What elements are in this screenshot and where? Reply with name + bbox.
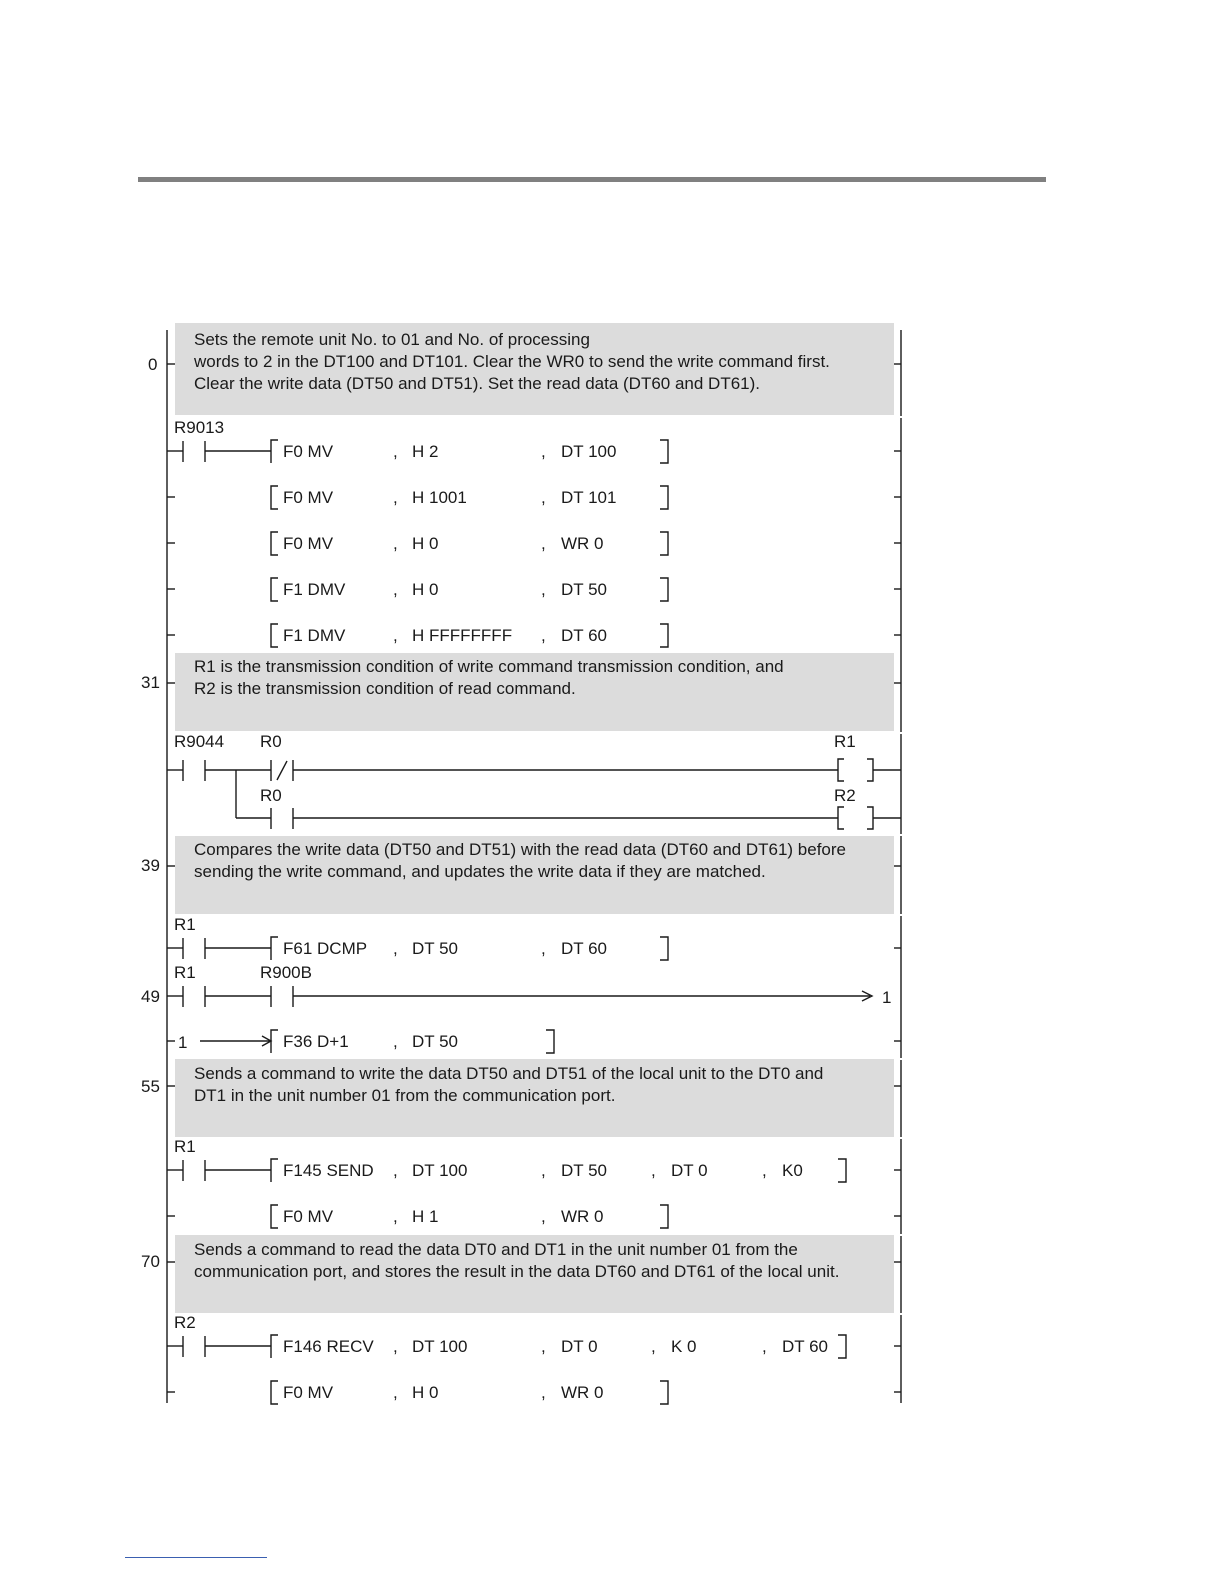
operand: H 0 xyxy=(412,580,439,599)
contact-label-r2: R2 xyxy=(174,1313,196,1332)
operand: DT 60 xyxy=(782,1337,828,1356)
contact-label-r9013: R9013 xyxy=(174,418,225,437)
operand: DT 100 xyxy=(412,1161,468,1180)
contact-label-r1: R1 xyxy=(174,963,196,982)
instruction-fn: F1 DMV xyxy=(283,580,346,599)
separator: , xyxy=(541,442,546,461)
step-number: 0 xyxy=(148,355,158,374)
separator: , xyxy=(541,488,546,507)
contact-label-r1: R1 xyxy=(174,915,196,934)
comment-text-70: Sends a command to read the data DT0 and DT1 in the unit number 01 from the communication port, and stores the result in the data DT60 and DT61 of the local unit. xyxy=(194,1240,840,1281)
step-number: 70 xyxy=(141,1252,160,1271)
branch-r0 xyxy=(236,770,838,829)
contact-label-r0-no: R0 xyxy=(260,786,282,805)
operand: K0 xyxy=(782,1161,803,1180)
operand: DT 100 xyxy=(412,1337,468,1356)
operand: DT 100 xyxy=(561,442,617,461)
jump-label-out: 1 xyxy=(882,988,892,1007)
separator: , xyxy=(541,1161,546,1180)
comment-text-31: R1 is the transmission condition of write command transmission condition, and R2 is the transmission condition of read command. xyxy=(194,657,784,698)
separator: , xyxy=(541,1207,546,1226)
operand: DT 50 xyxy=(561,580,607,599)
separator: , xyxy=(762,1161,767,1180)
separator: , xyxy=(762,1337,767,1356)
separator: , xyxy=(393,1383,398,1402)
separator: , xyxy=(393,626,398,645)
operand: WR 0 xyxy=(561,534,604,553)
operand: DT 50 xyxy=(561,1161,607,1180)
separator: , xyxy=(651,1337,656,1356)
step-number: 55 xyxy=(141,1077,160,1096)
contact-r2 xyxy=(167,1335,846,1404)
instruction-fn: F146 RECV xyxy=(283,1337,374,1356)
separator: , xyxy=(541,626,546,645)
coil-r2 xyxy=(838,807,901,829)
operand: H 2 xyxy=(412,442,439,461)
instruction-fn: F0 MV xyxy=(283,442,334,461)
step-number: 31 xyxy=(141,673,160,692)
operand: WR 0 xyxy=(561,1207,604,1226)
separator: , xyxy=(393,1337,398,1356)
contact-label-r9044: R9044 xyxy=(174,732,225,751)
instruction-fn: F0 MV xyxy=(283,488,334,507)
separator: , xyxy=(393,534,398,553)
operand: DT 60 xyxy=(561,626,607,645)
contact-r9044 xyxy=(167,760,271,781)
jump-label-in: 1 xyxy=(178,1033,188,1052)
contact-r9013 xyxy=(167,441,271,462)
operand: H 0 xyxy=(412,1383,439,1402)
contact-r0-nc xyxy=(271,760,838,781)
separator: , xyxy=(393,442,398,461)
contact-r1-c xyxy=(167,1159,846,1228)
instruction-fn: F61 DCMP xyxy=(283,939,368,958)
contact-label-r900b: R900B xyxy=(260,963,312,982)
operand: H FFFFFFFF xyxy=(412,626,513,645)
step-number: 49 xyxy=(141,987,160,1006)
instruction-fn: F145 SEND xyxy=(283,1161,374,1180)
operand: H 1001 xyxy=(412,488,467,507)
comment-text-55: Sends a command to write the data DT50 and DT51 of the local unit to the DT0 and DT1 in the unit number 01 from the communication port. xyxy=(194,1064,824,1105)
footer-link-underline xyxy=(125,1557,267,1558)
operand: DT 0 xyxy=(561,1337,598,1356)
step-number: 39 xyxy=(141,856,160,875)
instruction-fn: F1 DMV xyxy=(283,626,346,645)
separator: , xyxy=(541,1337,546,1356)
separator: , xyxy=(541,534,546,553)
operand: DT 60 xyxy=(561,939,607,958)
instruction-fn: F0 MV xyxy=(283,1383,334,1402)
separator: , xyxy=(393,488,398,507)
jump-in-d-inc xyxy=(200,1030,554,1053)
separator: , xyxy=(393,1207,398,1226)
separator: , xyxy=(651,1161,656,1180)
separator: , xyxy=(541,580,546,599)
instruction-fn: F36 D+1 xyxy=(283,1032,349,1051)
operand: DT 101 xyxy=(561,488,617,507)
coil-label-r1: R1 xyxy=(834,732,856,751)
separator: , xyxy=(393,580,398,599)
operand: WR 0 xyxy=(561,1383,604,1402)
contact-r1-b-r900b xyxy=(167,986,872,1007)
coil-label-r2: R2 xyxy=(834,786,856,805)
separator: , xyxy=(541,939,546,958)
instruction-fn: F0 MV xyxy=(283,534,334,553)
separator: , xyxy=(541,1383,546,1402)
separator: , xyxy=(393,939,398,958)
contact-label-r1: R1 xyxy=(174,1137,196,1156)
operand: H 0 xyxy=(412,534,439,553)
comment-text-0: Sets the remote unit No. to 01 and No. of processing words to 2 in the DT100 and DT101. Clear the WR0 to send the write command first. Clear the write data (DT50 and DT51). Set the read data (DT60 and DT61). xyxy=(194,330,830,393)
operand: K 0 xyxy=(671,1337,697,1356)
operand: DT 0 xyxy=(671,1161,708,1180)
comment-text-39: Compares the write data (DT50 and DT51) with the read data (DT60 and DT61) before sending the write command, and updates the write data if they are matched. xyxy=(194,840,846,881)
operand: DT 50 xyxy=(412,1032,458,1051)
operand: DT 50 xyxy=(412,939,458,958)
separator: , xyxy=(393,1161,398,1180)
coil-r1 xyxy=(838,759,901,781)
instruction-fn: F0 MV xyxy=(283,1207,334,1226)
operand: H 1 xyxy=(412,1207,439,1226)
contact-label-r0-nc: R0 xyxy=(260,732,282,751)
separator: , xyxy=(393,1032,398,1051)
